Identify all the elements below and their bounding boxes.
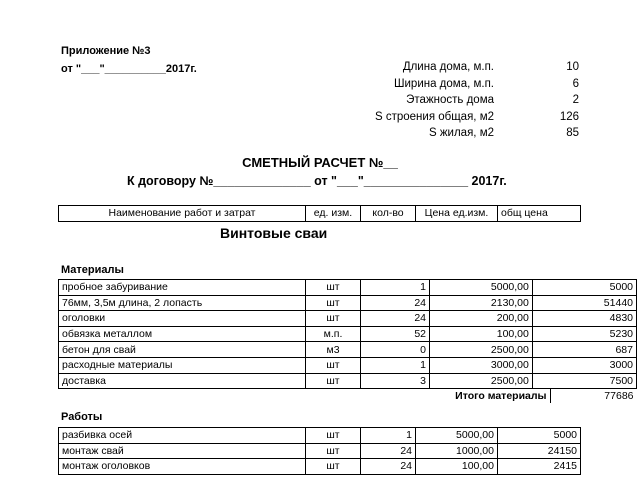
item-total: 2415: [498, 459, 581, 475]
item-qty: 1: [361, 280, 430, 296]
table-row: [59, 280, 637, 296]
item-unit: шт: [306, 459, 361, 475]
item-price: 100,00: [416, 459, 498, 475]
materials-total-label: Итого материалы: [361, 389, 551, 403]
item-price: 2500,00: [430, 373, 533, 389]
materials-table: [58, 279, 637, 404]
item-price: 2500,00: [430, 342, 533, 358]
table-row: [59, 443, 581, 459]
col-name-header: Наименование работ и затрат: [59, 206, 306, 222]
item-qty: 52: [361, 326, 430, 342]
item-name: монтаж оголовков: [59, 459, 306, 475]
item-price: 5000,00: [416, 428, 498, 444]
section-subtitle: Винтовые сваи: [220, 225, 328, 241]
column-header-table: [58, 205, 581, 222]
item-total: 3000: [532, 357, 636, 373]
item-qty: 1: [361, 428, 416, 444]
table-row: [59, 326, 637, 342]
item-total: 4830: [532, 311, 636, 327]
table-row: [59, 428, 581, 444]
item-price: 100,00: [430, 326, 533, 342]
param-value: 2: [572, 94, 579, 106]
item-name: монтаж свай: [59, 443, 306, 459]
item-price: 5000,00: [430, 280, 533, 296]
item-qty: 3: [361, 373, 430, 389]
item-unit: м3: [306, 342, 361, 358]
item-unit: шт: [306, 428, 361, 444]
item-total: 687: [532, 342, 636, 358]
materials-heading: Материалы: [61, 264, 124, 276]
works-heading: Работы: [61, 411, 103, 423]
table-row: [59, 373, 637, 389]
table-row: [59, 459, 581, 475]
table-row: [59, 342, 637, 358]
param-label: S жилая, м2: [428, 127, 494, 139]
item-name: 76мм, 3,5м длина, 2 лопасть: [59, 295, 306, 311]
appendix-label: Приложение №3: [61, 45, 151, 57]
param-value: 6: [572, 77, 579, 90]
item-unit: шт: [306, 357, 361, 373]
col-qty-header: кол-во: [361, 206, 416, 222]
item-price: 1000,00: [416, 443, 498, 459]
param-value: 126: [559, 110, 579, 123]
table-row: [59, 311, 637, 327]
item-name: пробное забуривание: [59, 280, 306, 296]
param-row: [300, 127, 580, 144]
table-row: [59, 357, 637, 373]
materials-total-row: [59, 389, 637, 404]
item-name: обвязка металлом: [59, 326, 306, 342]
item-price: 200,00: [430, 311, 533, 327]
item-price: 3000,00: [430, 357, 533, 373]
item-price: 2130,00: [430, 295, 533, 311]
document-title: [0, 155, 640, 170]
col-price-header: Цена ед.изм.: [416, 206, 498, 222]
item-qty: 1: [361, 357, 430, 373]
item-total: 51440: [532, 295, 636, 311]
item-total: 7500: [532, 373, 636, 389]
item-unit: шт: [306, 443, 361, 459]
param-value: 85: [566, 127, 579, 139]
house-parameters: [300, 61, 580, 144]
param-row: [300, 61, 580, 78]
item-total: 5000: [532, 280, 636, 296]
date-line: от "___"__________2017г.: [61, 63, 197, 75]
item-unit: м.п.: [306, 326, 361, 342]
item-total: 5000: [498, 428, 581, 444]
param-label: Длина дома, м.п.: [402, 61, 494, 73]
item-qty: 0: [361, 342, 430, 358]
materials-total-value: 77686: [604, 390, 634, 403]
param-label: Ширина дома, м.п.: [393, 77, 494, 90]
item-unit: шт: [306, 280, 361, 296]
contract-line: К договору №______________ от "___"_______________ 2017г.: [127, 174, 507, 188]
item-qty: 24: [361, 295, 430, 311]
item-name: оголовки: [59, 311, 306, 327]
col-unit-header: ед. изм.: [306, 206, 361, 222]
param-value: 10: [566, 61, 579, 73]
item-name: расходные материалы: [59, 357, 306, 373]
param-row: [300, 78, 580, 95]
col-total-header: общ цена: [498, 206, 581, 222]
item-qty: 24: [361, 311, 430, 327]
title-line-1: СМЕТНЫЙ РАСЧЕТ №__: [242, 155, 398, 170]
param-row: [300, 94, 580, 111]
param-label: Этажность дома: [406, 94, 494, 106]
item-unit: шт: [306, 295, 361, 311]
param-label: S строения общая, м2: [374, 110, 494, 123]
item-name: разбивка осей: [59, 428, 306, 444]
header-row: [59, 206, 581, 222]
table-row: [59, 295, 637, 311]
item-total: 5230: [532, 326, 636, 342]
item-total: 24150: [498, 443, 581, 459]
item-qty: 24: [361, 459, 416, 475]
works-table: [58, 427, 581, 475]
item-name: доставка: [59, 373, 306, 389]
item-unit: шт: [306, 373, 361, 389]
item-unit: шт: [306, 311, 361, 327]
param-row: [300, 111, 580, 128]
item-name: бетон для свай: [59, 342, 306, 358]
item-qty: 24: [361, 443, 416, 459]
